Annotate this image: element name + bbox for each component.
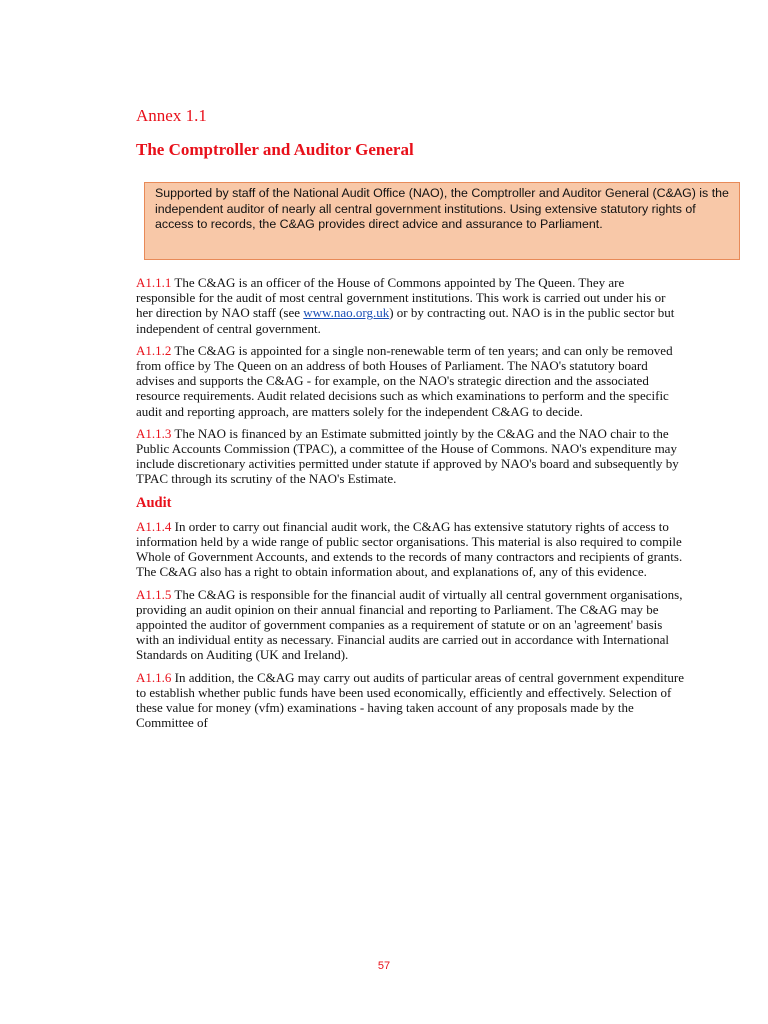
nao-website-link[interactable]: www.nao.org.uk [303,305,390,321]
paragraph-text: In addition, the C&AG may carry out audits of particular areas of central government expenditure to establish whether public funds have been used economically, efficiently and effectively. Selection of these value for money (vfm) examinations - having taken account of any proposals made by the Committee of [136,669,684,731]
paragraph-text: In order to carry out financial audit work, the C&AG has extensive statutory rights of access to information held by a wide range of public sector organisations. This material is also required to compile Whole of Government Accounts, and extends to the records of many contractors and recipients of grants. The C&AG also has a right to obtain information about, and explanations of, any of this evidence. [136,518,683,580]
audit-section-heading: Audit [136,494,172,511]
annex-title: The Comptroller and Auditor General [136,140,414,159]
paragraph-text: The NAO is financed by an Estimate submitted jointly by the C&AG and the NAO chair to the Public Accounts Commission (TPAC), a committee of the House of Commons. NAO's expenditure may include discretionary activities permitted under statute if approved by NAO's board and subsequently by TPAC through its scrutiny of the NAO's Estimate. [136,425,679,487]
intro-summary-box [144,182,740,260]
paragraph-a1-1-1 [136,275,684,336]
paragraph-a1-1-2 [136,343,684,419]
annex-label: Annex 1.1 [136,106,207,125]
body-content [136,275,684,737]
paragraph-text: The C&AG is responsible for the financial audit of virtually all central government organisations, providing an audit opinion on their annual financial and reporting to Parliament. The C&AG may be appointed the auditor of government companies as a requirement of statute or on an 'agreement' basis with an individual entity as necessary. Financial audits are carried out in accordance with International Standards on Auditing (UK and Ireland). [136,586,683,663]
paragraph-a1-1-4 [136,519,684,580]
paragraph-a1-1-6 [136,670,684,731]
paragraph-number: A1.1.2 [136,342,172,358]
paragraph-number: A1.1.5 [136,586,172,602]
intro-summary-text: Supported by staff of the National Audit Office (NAO), the Comptroller and Auditor General (C&AG) is the independent auditor of nearly all central government institutions. Using extensive statutory rights of access to records, the C&AG provides direct advice and assurance to Parliament. [155,186,729,231]
paragraph-text: ) or by contracting out. NAO is in the public sector but independent of central government. [136,305,675,336]
paragraph-number: A1.1.3 [136,425,172,441]
paragraph-text: The C&AG is an officer of the House of Commons appointed by The Queen. They are responsible for the audit of most central government institutions. This work is carried out under his or her direction by NAO staff (see [136,275,666,321]
paragraph-number: A1.1.1 [136,275,172,290]
paragraph-text: The C&AG is appointed for a single non-renewable term of ten years; and can only be removed from office by The Queen on an address of both Houses of Parliament. The NAO's statutory board advises and supports the C&AG - for example, on the NAO's strategic direction and the associated resource requirements. Audit related decisions such as which examinations to perform and the specific audit and reporting approach, are matters solely for the independent C&AG to decide. [136,342,673,419]
paragraph-number: A1.1.4 [136,518,172,534]
paragraph-a1-1-3 [136,426,684,487]
paragraph-number: A1.1.6 [136,669,172,685]
paragraph-a1-1-5 [136,587,684,663]
page-number: 57 [377,960,391,972]
